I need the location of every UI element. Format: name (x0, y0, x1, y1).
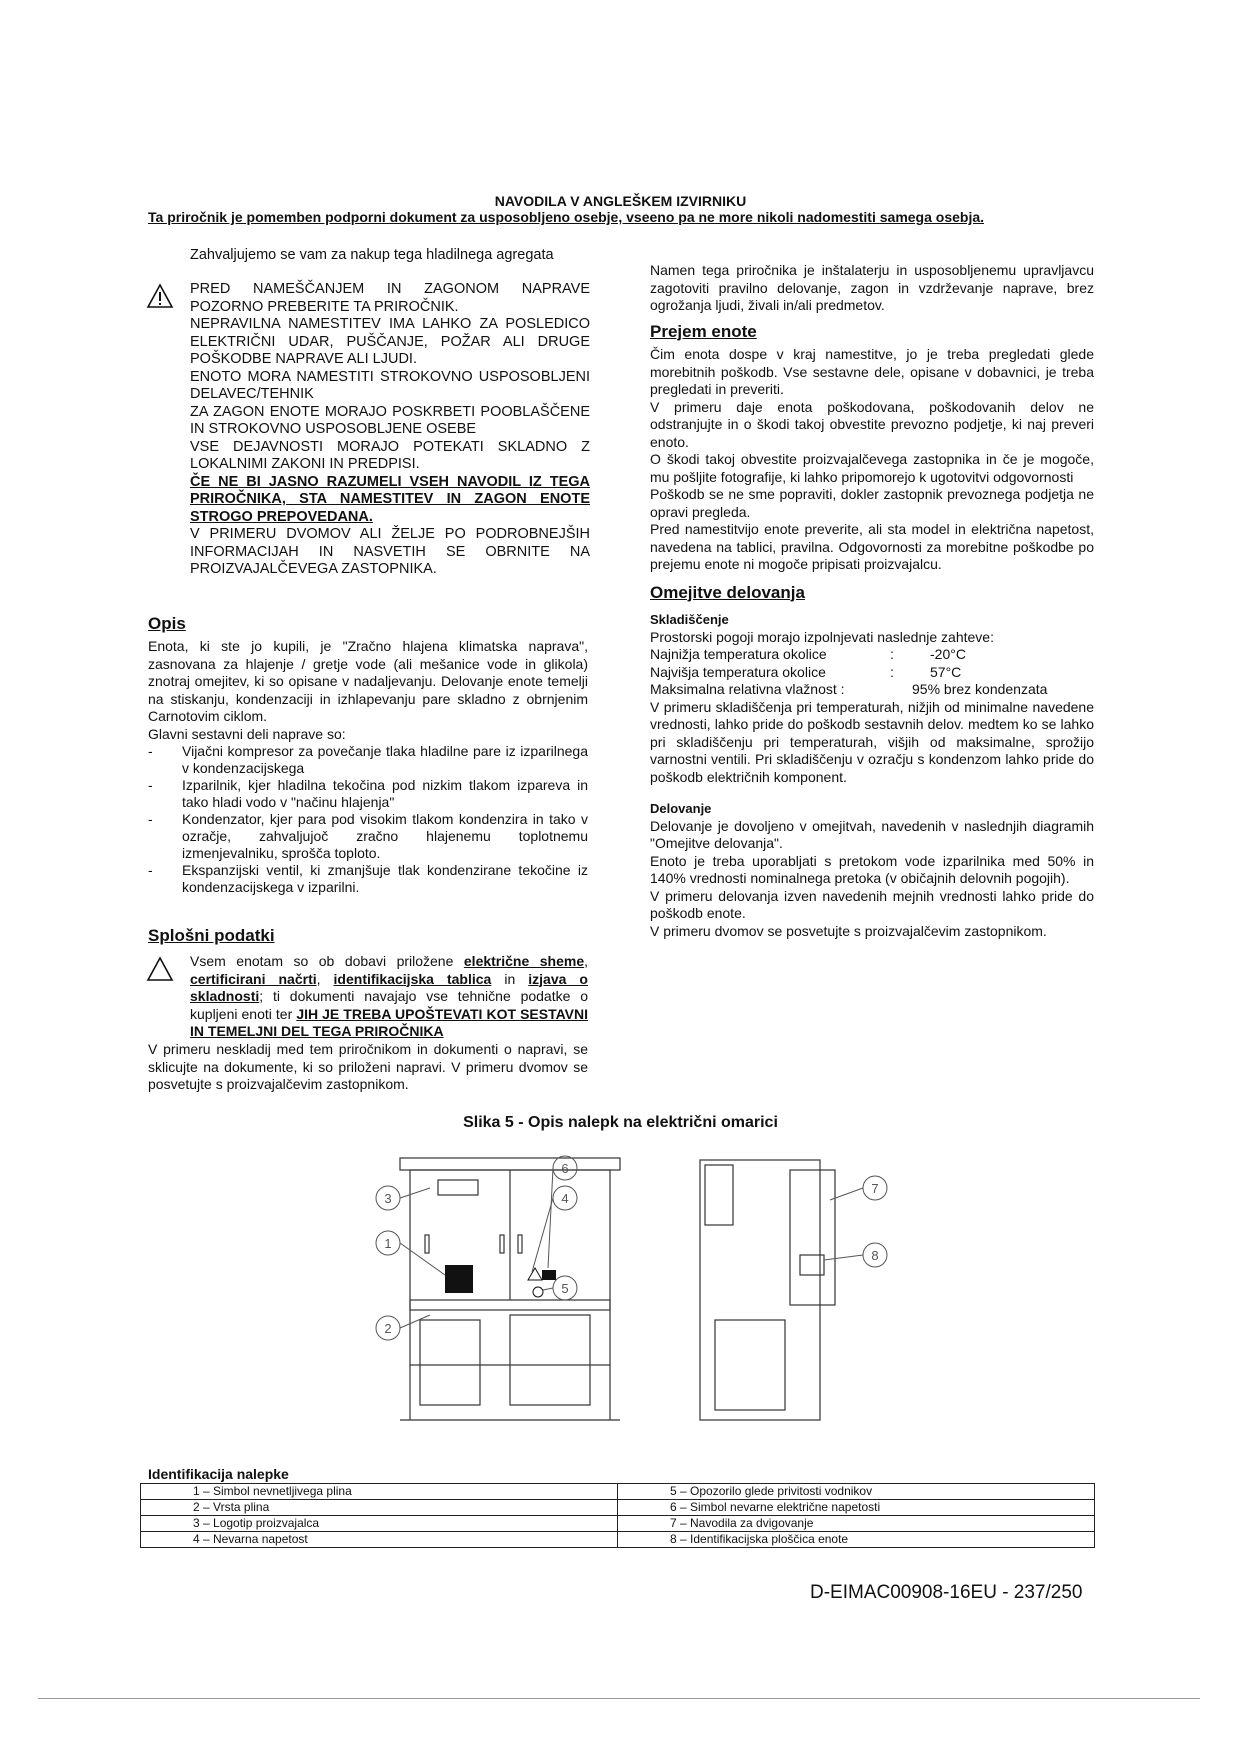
delovanje-p2: Enoto je treba uporabljati s pretokom vode izparilnika med 50% in 140% vrednosti nominalnega pretoka (v običajnih delovnih pogojih). (650, 852, 1094, 886)
link-declaration: izjava o skladnosti (190, 970, 588, 1004)
delovanje-heading: Delovanje (650, 801, 712, 816)
prejem-p5: Pred namestitvijo enote preverite, ali sta model in električna napetost, navedena na tablici, pravilna. Odgovornosti za morebitne poškodbe po prejemu enote ni mogoče pripisati proizvajalcu. (650, 521, 1094, 572)
link-id-plate: identifikacijska tablica (333, 970, 492, 987)
link-electric-schemes: električne sheme (463, 953, 585, 969)
warning-p2: NEPRAVILNA NAMESTITEV IMA LAHKO ZA POSLEDICO ELEKTRIČNI UDAR, PUŠČANJE, POŽAR ALI DRUGE POŠKODBE NAPRAVE ALI LJUDI. (190, 316, 590, 367)
page-footer: D-EIMAC00908-16EU - 237/250 (810, 1582, 1083, 1603)
warning-p5: VSE DEJAVNOSTI MORAJO POTEKATI SKLADNO Z LOKALNIMI ZAKONI IN PREDPISI. (190, 438, 590, 472)
warning-p1: PRED NAMEŠČANJEM IN ZAGONOM NAPRAVE POZORNO PREBERITE TA PRIROČNIK. (190, 281, 590, 315)
labels-table (140, 1483, 1095, 1548)
link-integral-part: JIH JE TREBA UPOŠTEVATI KOT SESTAVNI IN TEMELJNI DEL TEGA PRIROČNIKA (190, 1005, 588, 1039)
splosni-p1: Vsem enotam so ob dobavi priložene električne sheme, certificirani načrti, identifikacijska tablica in izjava o skladnosti; ti dokumenti navajajo vse tehnične podatke o kupljeni enoti ter JIH JE TREBA UPOŠTEVATI KOT SESTAVNI IN TEMELJNI DEL TEGA PRIROČNIKA (190, 953, 589, 1039)
warning-p7: V PRIMERU DVOMOV ALI ŽELJE PO PODROBNEJŠIH INFORMACIJAH IN NASVETIH SE OBRNITE NA PROIZVAJALČEVEGA ZASTOPNIKA. (190, 526, 590, 577)
callout-1: 1 (384, 1236, 392, 1251)
skladiscenje-heading: Skladiščenje (650, 612, 729, 627)
prejem-p4: Poškodb se ne sme popraviti, dokler zastopnik prevoznega podjetja ne opravi pregleda. (650, 486, 1094, 520)
prejem-heading: Prejem enote (650, 321, 757, 341)
side-view-drawing (700, 1160, 820, 1420)
delovanje-p3: V primeru delovanja izven navedenih mejnih vrednosti lahko pride do poškodb enote. (650, 887, 1094, 921)
splosni-p2-wrap (148, 1041, 588, 1094)
opis-p1: Enota, ki ste jo kupili, je "Zračno hlajena klimatska naprava", zasnovana za hlajenje / gretje vode (ali mešanice vode in glikola) znotraj omejitev, ki so opisane v nadaljevanju. Delovanje enote temelji na stiskanju, kondenzaciji in izhlapevanju pare skladno z obrnjenim Carnotovim ciklom. (148, 638, 588, 724)
table-row: 3 – Logotip proizvajalca 7 – Navodila za dvigovanje (141, 1516, 1095, 1532)
right-column (650, 262, 1094, 940)
callout-7: 7 (871, 1181, 879, 1196)
page-subtitle: Ta priročnik je pomemben podporni dokument za usposobljeno osebje, vseeno pa ne more nikoli nadomestiti samega osebja. (148, 209, 985, 225)
warning-block (190, 281, 590, 579)
callout-3: 3 (384, 1191, 392, 1206)
storage-row-max: Najvišja temperatura okolice : 57°C (650, 663, 962, 680)
prejem-p3: O škodi takoj obvestite proizvajalčevega zastopnika in če je mogoče, mu pošljite fotografije, ki lahko pripomorejo k ugotovitvi odgovornosti (650, 451, 1094, 485)
list-item: - Izparilnik, kjer hladilna tekočina pod nizkim tlakom izpareva in tako hladi vodo v "načinu hlajenja" (148, 777, 588, 810)
callout-6: 6 (561, 1161, 569, 1176)
opis-p2: Glavni sestavni deli naprave so: (148, 725, 346, 742)
table-row: 2 – Vrsta plina 6 – Simbol nevarne električne napetosti (141, 1500, 1095, 1516)
labels-heading: Identifikacija nalepke (148, 1466, 289, 1482)
opis-heading: Opis (148, 614, 186, 633)
callout-5: 5 (561, 1281, 569, 1296)
prejem-p2: V primeru daje enota poškodovana, poškodovanih delov ne odstranjujte in o škodi takoj obvestite prevozno podjetje, ki naj preveri enoto. (650, 398, 1094, 450)
omejitve-heading: Omejitve delovanja (650, 582, 805, 602)
splosni-section (148, 927, 588, 944)
unit-label-figure (360, 1140, 920, 1440)
link-certified-drawings: certificirani načrti (190, 970, 317, 987)
splosni-p2: V primeru neskladij med tem priročnikom in dokumenti o napravi, se sklicujte na dokumente, ki so priloženi napravi. V primeru dvomov se posvetujte s proizvajalčevim zastopnikom. (148, 1041, 588, 1092)
table-row: 4 – Nevarna napetost 8 – Identifikacijska ploščica enote (141, 1532, 1095, 1548)
warning-p4: ZA ZAGON ENOTE MORAJO POSKRBETI POOBLAŠČENE IN STROKOVNO USPOSOBLJENE OSEBE (190, 403, 590, 437)
callout-2: 2 (384, 1321, 392, 1336)
list-item: - Kondenzator, kjer para pod visokim tlakom kondenzira in tako v ozračje, zahvaljujoč zračno hlajenemu toplotnemu izmenjevalniku, sprošča toploto. (148, 811, 588, 861)
bottom-divider (38, 1698, 1200, 1699)
splosni-heading: Splošni podatki (148, 926, 275, 945)
warning-icon (146, 283, 174, 309)
prejem-p1: Čim enota dospe v kraj namestitve, jo je treba pregledati glede morebitnih poškodb. Vse sestavne dele, opisane v dobavnici, je treba pregledati in preveriti. (650, 346, 1094, 397)
list-item: - Vijačni kompresor za povečanje tlaka hladilne pare iz izparilnega v kondenzacijskega (148, 743, 588, 776)
delovanje-p1: Delovanje je dovoljeno v omejitvah, navedenih v naslednjih diagramih "Omejitve delovanja". (650, 817, 1094, 851)
intro-paragraph: Namen tega priročnika je inštalaterju in usposobljenemu upravljavcu zagotoviti pravilno delovanje, zagon in vzdrževanje naprave, brez ogrožanja ljudi, živali in/ali predmetov. (650, 262, 1094, 313)
hazard-sticker-icon (528, 1268, 542, 1280)
warning-p6: ČE NE BI JASNO RAZUMELI VSEH NAVODIL IZ TEGA PRIROČNIKA, STA NAMESTITEV IN ZAGON ENOTE STROGO PREPOVEDANA. (190, 473, 590, 525)
skladiscenje-p1: Prostorski pogoji morajo izpolnjevati naslednje zahteve: (650, 628, 994, 645)
list-item: - Ekspanzijski ventil, ki zmanjšuje tlak kondenzirane tekočine iz kondenzacijskega v izparilni. (148, 862, 588, 895)
warning-p3: ENOTO MORA NAMESTITI STROKOVNO USPOSOBLJENI DELAVEC/TEHNIK (190, 368, 590, 402)
storage-row-min: Najnižja temperatura okolice : -20°C (650, 646, 966, 662)
delovanje-p4: V primeru dvomov se posvetujte s proizvajalčevim zastopnikom. (650, 922, 1047, 939)
page-title: NAVODILA V ANGLEŠKEM IZVIRNIKU (494, 193, 747, 209)
opis-section (148, 615, 588, 896)
figure-caption: Slika 5 - Opis nalepk na električni omarici (463, 1114, 778, 1131)
skladiscenje-p2: V primeru skladiščenja pri temperaturah, nižjih od minimalne navedene vrednosti, lahko pride do poškodb sestavnih delov. medtem ko se lahko pri skladiščenju pri temperaturah, višjih od maksimalne, sprožijo varnostni ventili. Pri skladiščenju v ozračju s kondenzom lahko pride do poškodb električnih komponent. (650, 698, 1094, 785)
table-row: 1 – Simbol nevnetljivega plina 5 – Opozorilo glede privitosti vodnikov (141, 1484, 1095, 1500)
thanks-line: Zahvaljujemo se vam za nakup tega hladilnega agregata (190, 247, 554, 263)
caution-triangle-icon (146, 956, 174, 982)
callout-4: 4 (561, 1191, 569, 1206)
black-label-square (445, 1265, 473, 1293)
storage-row-humidity: Maksimalna relativna vlažnost : 95% brez kondenzata (650, 681, 1048, 697)
callout-8: 8 (871, 1248, 879, 1263)
